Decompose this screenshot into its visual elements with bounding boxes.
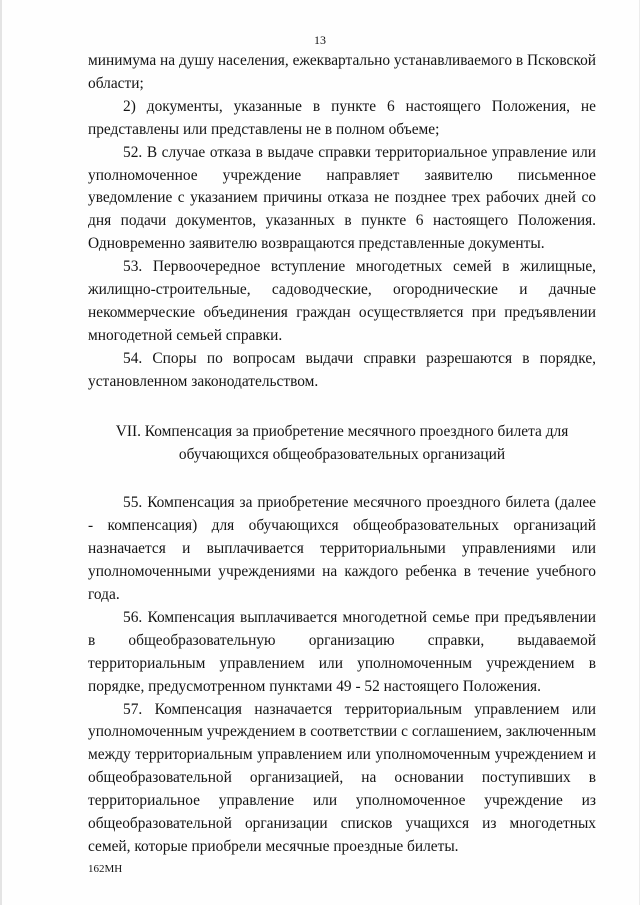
paragraph-documents-missing: 2) документы, указанные в пункте 6 настоящего Положения, не представлены или представлены не в полном объеме; [88,97,596,138]
paragraph-53: 53. Первоочередное вступление многодетных семей в жилищные, жилищно-строительные, садоводческие, огороднические и дачные некоммерческие объединения граждан осуществляется при предъявлении многодетной семьей справки. [88,258,596,344]
scan-edge-left [0,0,2,905]
page-number: 13 [314,33,326,47]
paragraph-54: 54. Споры по вопросам выдачи справки разрешаются в порядке, установленном законодательством. [88,349,596,390]
footer-document-code: 162МН [88,863,123,875]
paragraph-56: 56. Компенсация выплачивается многодетной семье при предъявлении в общеобразовательную организацию справки, выдаваемой территориальным управлением или уполномоченным учреждением в порядке, предусмотренном пунктами 49 - 52 настоящего Положения. [88,608,596,695]
section-heading [88,421,596,467]
paragraph-57: 57. Компенсация назначается территориальным управлением или уполномоченным учреждением в соответствии с соглашением, заключенным между территориальным управлением или уполномоченным учреждением и общеобразовательной организацией, на основании поступивших в территориальное управление или уполномоченное учреждение из общеобразовательной организации списков учащихся из многодетных семей, которые приобрели месячные проездные билеты. [88,700,596,855]
paragraph-55: 55. Компенсация за приобретение месячного проездного билета (далее - компенсация) для обучающихся общеобразовательных организаций назначается и выплачивается территориальными управлениями или уполномоченными учреждениями на каждого ребенка в течение учебного года. [88,494,596,604]
section-heading-line-2: обучающихся общеобразовательных организаций [178,445,506,463]
paragraph-52: 52. В случае отказа в выдаче справки территориальное управление или уполномоченное учреждение направляет заявителю письменное уведомление с указанием причины отказа не позднее трех рабочих дней со дня подачи документов, указанных в пункте 6 настоящего Положения. Одновременно заявителю возвращаются представленные документы. [88,143,596,253]
document-body [88,50,596,859]
paragraph-poverty-threshold: минимума на душу населения, ежеквартально устанавливаемого в Псковской области; [88,52,596,92]
section-heading-line-1: VII. Компенсация за приобретение месячного проездного билета для [115,422,569,440]
